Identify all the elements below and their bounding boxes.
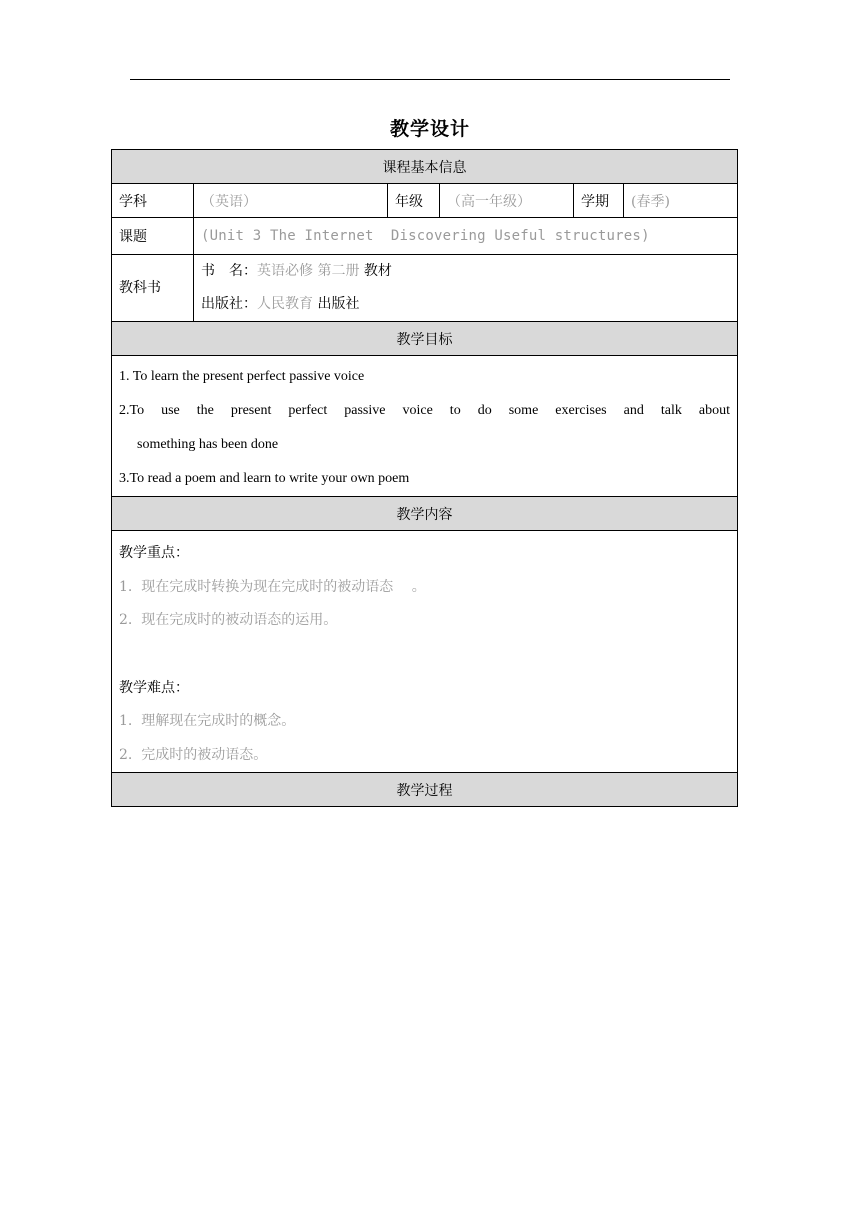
header-rule bbox=[130, 79, 730, 80]
difficulty-text: 理解现在完成时的概念。 bbox=[141, 713, 296, 729]
key-points-label: 教学重点： bbox=[119, 545, 189, 561]
publisher-label: 出版社： bbox=[201, 296, 257, 312]
objective-item: 3.To read a poem and learn to write your own poem bbox=[119, 471, 410, 486]
difficulty-item bbox=[119, 739, 730, 773]
content-header-row bbox=[112, 497, 738, 531]
key-point-item bbox=[119, 604, 730, 638]
difficulty-number: 1. bbox=[119, 713, 133, 729]
objective-item: 1. To learn the present perfect passive voice bbox=[119, 369, 365, 384]
process-header-row bbox=[112, 773, 738, 807]
key-point-text: 现在完成时转换为现在完成时的被动语态 。 bbox=[141, 578, 426, 595]
grade-value: （高一年级） bbox=[440, 184, 574, 218]
objectives-header-row bbox=[112, 322, 738, 356]
difficulties-label: 教学难点： bbox=[119, 679, 189, 696]
objectives-heading: 教学目标 bbox=[112, 322, 738, 356]
difficulty-item bbox=[119, 705, 730, 739]
key-point-number: 2. bbox=[119, 612, 133, 628]
textbook-label-cell bbox=[112, 255, 194, 322]
process-heading: 教学过程 bbox=[112, 773, 738, 807]
objectives-row bbox=[112, 356, 738, 497]
objective-item: 2.To use the present perfect passive voice to do some exercises and talk about bbox=[119, 403, 730, 418]
basic-info-heading: 课程基本信息 bbox=[112, 150, 738, 184]
book-name-suffix: 教材 bbox=[359, 263, 392, 279]
objectives-cell bbox=[112, 356, 738, 497]
term-label: 学期 bbox=[574, 184, 624, 218]
subject-row bbox=[112, 184, 738, 218]
blank-line bbox=[119, 638, 730, 672]
term-value: (春季) bbox=[624, 184, 738, 218]
grade-label: 年级 bbox=[388, 184, 440, 218]
book-name-line bbox=[201, 255, 730, 288]
lesson-plan-table bbox=[111, 149, 738, 807]
key-point-number: 1. bbox=[119, 578, 133, 595]
book-name-label: 书 名： bbox=[201, 263, 257, 279]
key-point-item bbox=[119, 571, 730, 605]
publisher-value: 人民教育 bbox=[257, 296, 313, 312]
content-heading: 教学内容 bbox=[112, 497, 738, 531]
difficulty-text: 完成时的被动语态。 bbox=[141, 746, 268, 763]
subject-value: （英语） bbox=[194, 184, 388, 218]
topic-row bbox=[112, 218, 738, 255]
publisher-line bbox=[201, 288, 730, 321]
document-title: 教学设计 bbox=[389, 118, 470, 140]
topic-label: 课题 bbox=[112, 218, 194, 255]
difficulty-number: 2. bbox=[119, 746, 133, 763]
objective-item-continuation: something has been done bbox=[137, 437, 279, 452]
basic-info-header-row bbox=[112, 150, 738, 184]
textbook-label: 教科书 bbox=[119, 279, 161, 296]
key-point-text: 现在完成时的被动语态的运用。 bbox=[141, 612, 338, 628]
subject-label: 学科 bbox=[112, 184, 194, 218]
topic-value: (Unit 3 The Internet Discovering Useful structures) bbox=[194, 218, 738, 255]
book-name-value: 英语必修 第二册 bbox=[257, 263, 360, 279]
content-cell bbox=[112, 531, 738, 773]
content-row bbox=[112, 531, 738, 773]
textbook-row bbox=[112, 255, 738, 322]
textbook-details bbox=[194, 255, 738, 322]
publisher-suffix: 出版社 bbox=[313, 296, 360, 312]
